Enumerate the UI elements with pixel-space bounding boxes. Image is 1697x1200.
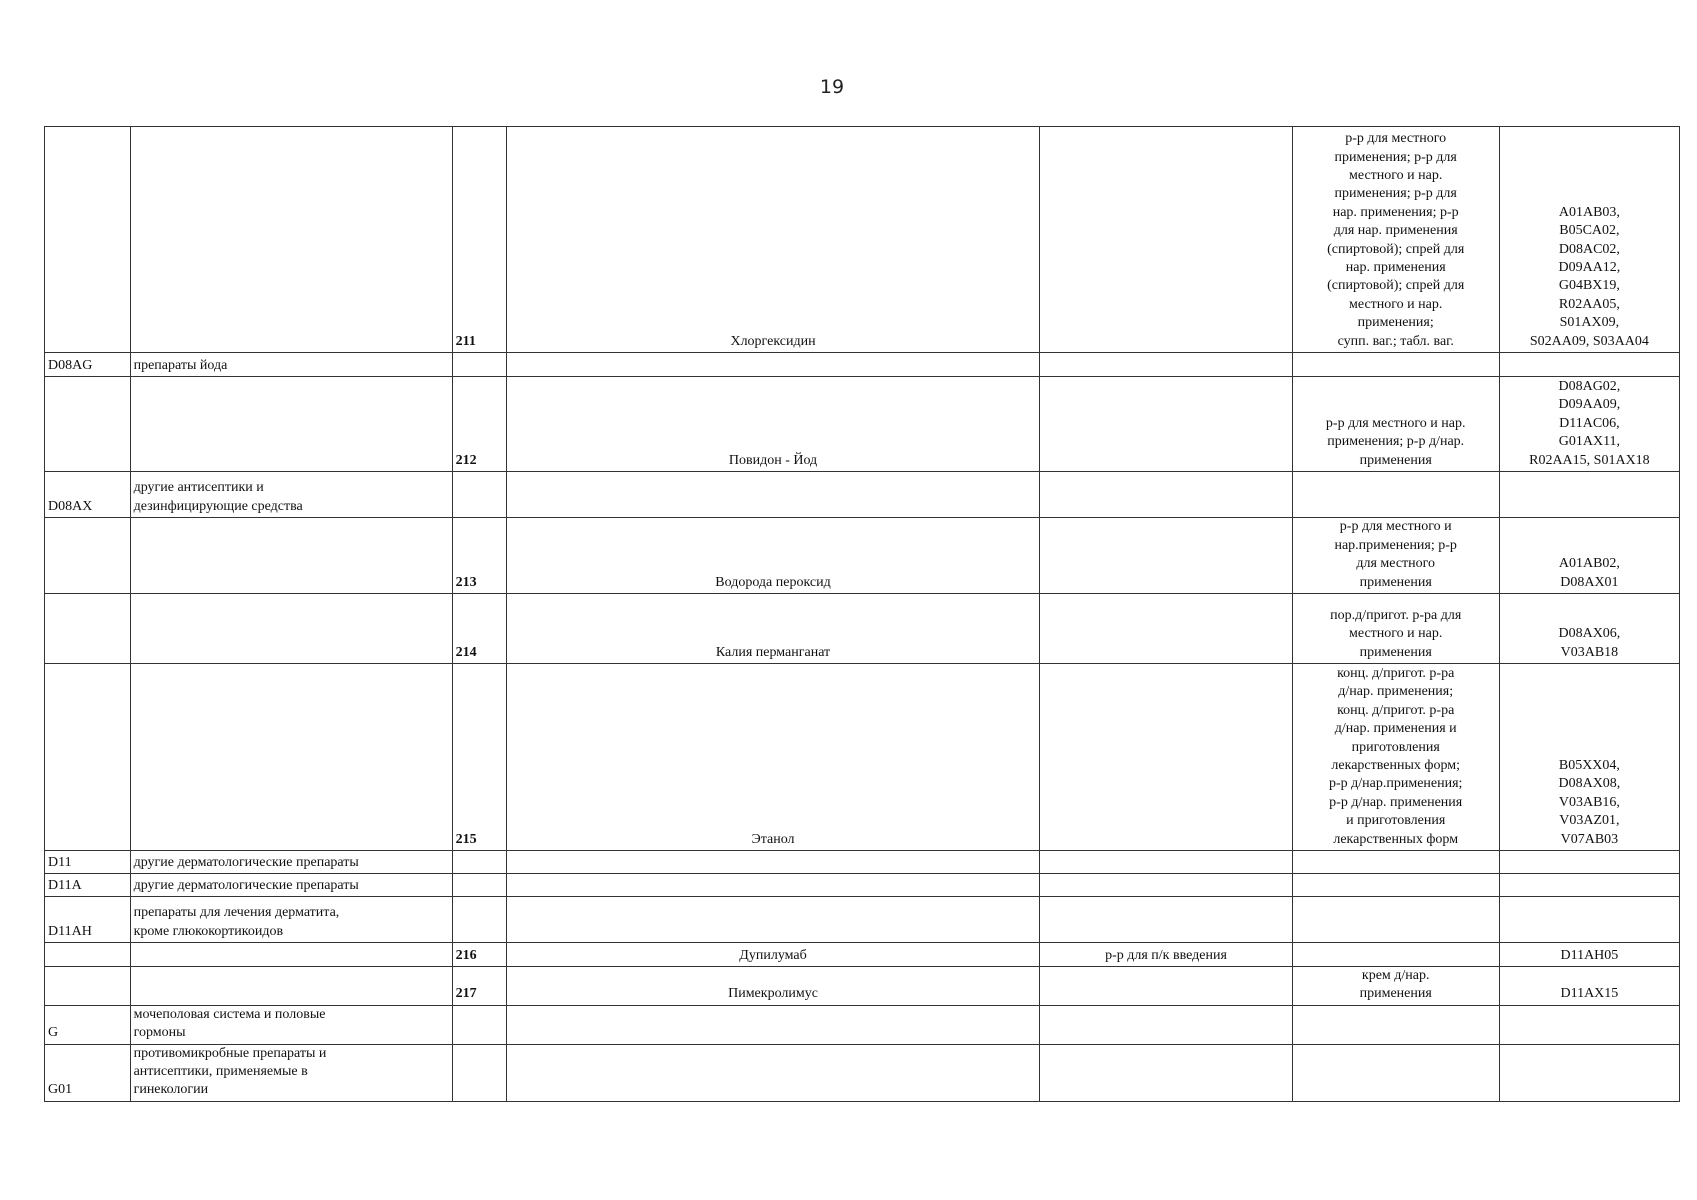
atc-code-cell: A01AB02, D08AX01 bbox=[1499, 518, 1679, 594]
dosage-form-alt-cell bbox=[1292, 851, 1499, 874]
dosage-form-alt-cell bbox=[1292, 943, 1499, 967]
dosage-form-alt-cell: крем д/нар. применения bbox=[1292, 967, 1499, 1006]
row-number-cell: 211 bbox=[452, 127, 506, 353]
dosage-form-alt-cell bbox=[1292, 897, 1499, 943]
atc-code-cell bbox=[1499, 353, 1679, 377]
row-number-cell bbox=[452, 897, 506, 943]
dosage-form-cell bbox=[1040, 897, 1292, 943]
table-body bbox=[45, 127, 1680, 1102]
atc-group-code-cell bbox=[45, 127, 131, 353]
atc-group-code-cell bbox=[45, 594, 131, 664]
atc-group-code-cell bbox=[45, 518, 131, 594]
atc-code-cell: D11AH05 bbox=[1499, 943, 1679, 967]
atc-group-code-cell: D11 bbox=[45, 851, 131, 874]
drug-name-cell: Калия перманганат bbox=[506, 594, 1040, 664]
atc-code-cell: D11AX15 bbox=[1499, 967, 1679, 1006]
atc-group-code-cell: D08AG bbox=[45, 353, 131, 377]
table-row bbox=[45, 353, 1680, 377]
atc-group-name-cell: другие антисептики и дезинфицирующие средства bbox=[130, 472, 452, 518]
atc-group-code-cell bbox=[45, 967, 131, 1006]
atc-group-name-cell: другие дерматологические препараты bbox=[130, 874, 452, 897]
atc-code-cell bbox=[1499, 1044, 1679, 1101]
row-number-cell: 215 bbox=[452, 664, 506, 851]
table-row bbox=[45, 377, 1680, 472]
atc-code-cell: D08AG02, D09AA09, D11AC06, G01AX11, R02AA15, S01AX18 bbox=[1499, 377, 1679, 472]
dosage-form-cell bbox=[1040, 127, 1292, 353]
dosage-form-cell bbox=[1040, 594, 1292, 664]
drug-name-cell: Дупилумаб bbox=[506, 943, 1040, 967]
atc-group-name-cell: препараты йода bbox=[130, 353, 452, 377]
atc-code-cell bbox=[1499, 472, 1679, 518]
drug-name-cell: Хлоргексидин bbox=[506, 127, 1040, 353]
atc-code-cell: B05XX04, D08AX08, V03AB16, V03AZ01, V07AB03 bbox=[1499, 664, 1679, 851]
atc-code-cell bbox=[1499, 897, 1679, 943]
drug-name-cell: Водорода пероксид bbox=[506, 518, 1040, 594]
dosage-form-alt-cell bbox=[1292, 353, 1499, 377]
table-row bbox=[45, 967, 1680, 1006]
drug-table bbox=[44, 126, 1680, 1102]
row-number-cell bbox=[452, 1005, 506, 1044]
table-row bbox=[45, 851, 1680, 874]
atc-group-name-cell bbox=[130, 127, 452, 353]
dosage-form-alt-cell: конц. д/пригот. р-ра д/нар. применения; конц. д/пригот. р-ра д/нар. применения и приготовления лекарственных форм; р-р д/нар.применения; р-р д/нар. применения и приготовления лекарственных форм bbox=[1292, 664, 1499, 851]
drug-name-cell: Этанол bbox=[506, 664, 1040, 851]
table-row bbox=[45, 594, 1680, 664]
atc-group-name-cell: препараты для лечения дерматита, кроме глюкокортикоидов bbox=[130, 897, 452, 943]
dosage-form-alt-cell bbox=[1292, 1044, 1499, 1101]
table-row bbox=[45, 664, 1680, 851]
dosage-form-alt-cell bbox=[1292, 472, 1499, 518]
table-row bbox=[45, 943, 1680, 967]
row-number-cell: 213 bbox=[452, 518, 506, 594]
dosage-form-alt-cell bbox=[1292, 1005, 1499, 1044]
atc-group-code-cell: D11A bbox=[45, 874, 131, 897]
drug-name-cell bbox=[506, 353, 1040, 377]
atc-group-code-cell: D11AH bbox=[45, 897, 131, 943]
atc-group-name-cell bbox=[130, 377, 452, 472]
atc-code-cell bbox=[1499, 851, 1679, 874]
dosage-form-alt-cell: р-р для местного применения; р-р для местного и нар. применения; р-р для нар. применения; р-р для нар. применения (спиртовой); спрей для нар. применения (спиртовой); спрей для местного и нар. применения; супп. ваг.; табл. ваг. bbox=[1292, 127, 1499, 353]
page-number: 19 bbox=[819, 76, 845, 98]
dosage-form-cell: р-р для п/к введения bbox=[1040, 943, 1292, 967]
dosage-form-cell bbox=[1040, 851, 1292, 874]
dosage-form-cell bbox=[1040, 874, 1292, 897]
atc-group-name-cell: мочеполовая система и половые гормоны bbox=[130, 1005, 452, 1044]
row-number-cell bbox=[452, 1044, 506, 1101]
row-number-cell: 217 bbox=[452, 967, 506, 1006]
dosage-form-alt-cell bbox=[1292, 874, 1499, 897]
table-row bbox=[45, 472, 1680, 518]
drug-name-cell bbox=[506, 472, 1040, 518]
dosage-form-cell bbox=[1040, 1005, 1292, 1044]
table-row bbox=[45, 1005, 1680, 1044]
drug-name-cell bbox=[506, 1044, 1040, 1101]
atc-group-name-cell: противомикробные препараты и антисептики, применяемые в гинекологии bbox=[130, 1044, 452, 1101]
drug-name-cell bbox=[506, 851, 1040, 874]
drug-name-cell: Повидон - Йод bbox=[506, 377, 1040, 472]
drug-name-cell bbox=[506, 1005, 1040, 1044]
table-row bbox=[45, 897, 1680, 943]
dosage-form-cell bbox=[1040, 518, 1292, 594]
atc-code-cell: D08AX06, V03AB18 bbox=[1499, 594, 1679, 664]
table-row bbox=[45, 518, 1680, 594]
row-number-cell: 212 bbox=[452, 377, 506, 472]
dosage-form-cell bbox=[1040, 377, 1292, 472]
dosage-form-alt-cell: пор.д/пригот. р-ра для местного и нар. применения bbox=[1292, 594, 1499, 664]
row-number-cell: 214 bbox=[452, 594, 506, 664]
table-row bbox=[45, 127, 1680, 353]
row-number-cell: 216 bbox=[452, 943, 506, 967]
dosage-form-cell bbox=[1040, 1044, 1292, 1101]
row-number-cell bbox=[452, 472, 506, 518]
atc-group-code-cell: G01 bbox=[45, 1044, 131, 1101]
dosage-form-cell bbox=[1040, 353, 1292, 377]
atc-group-code-cell: D08AX bbox=[45, 472, 131, 518]
row-number-cell bbox=[452, 851, 506, 874]
dosage-form-cell bbox=[1040, 472, 1292, 518]
atc-group-code-cell bbox=[45, 377, 131, 472]
drug-name-cell: Пимекролимус bbox=[506, 967, 1040, 1006]
dosage-form-cell bbox=[1040, 664, 1292, 851]
row-number-cell bbox=[452, 353, 506, 377]
dosage-form-alt-cell: р-р для местного и нар.применения; р-р для местного применения bbox=[1292, 518, 1499, 594]
atc-group-code-cell bbox=[45, 664, 131, 851]
atc-group-code-cell bbox=[45, 943, 131, 967]
atc-group-name-cell bbox=[130, 943, 452, 967]
atc-group-name-cell bbox=[130, 664, 452, 851]
table-row bbox=[45, 874, 1680, 897]
dosage-form-alt-cell: р-р для местного и нар. применения; р-р д/нар. применения bbox=[1292, 377, 1499, 472]
row-number-cell bbox=[452, 874, 506, 897]
drug-name-cell bbox=[506, 897, 1040, 943]
atc-code-cell bbox=[1499, 1005, 1679, 1044]
atc-group-name-cell bbox=[130, 594, 452, 664]
atc-group-name-cell bbox=[130, 967, 452, 1006]
atc-group-name-cell: другие дерматологические препараты bbox=[130, 851, 452, 874]
atc-group-code-cell: G bbox=[45, 1005, 131, 1044]
dosage-form-cell bbox=[1040, 967, 1292, 1006]
table-row bbox=[45, 1044, 1680, 1101]
atc-code-cell bbox=[1499, 874, 1679, 897]
drug-name-cell bbox=[506, 874, 1040, 897]
atc-group-name-cell bbox=[130, 518, 452, 594]
atc-code-cell: A01AB03, B05CA02, D08AC02, D09AA12, G04BX19, R02AA05, S01AX09, S02AA09, S03AA04 bbox=[1499, 127, 1679, 353]
